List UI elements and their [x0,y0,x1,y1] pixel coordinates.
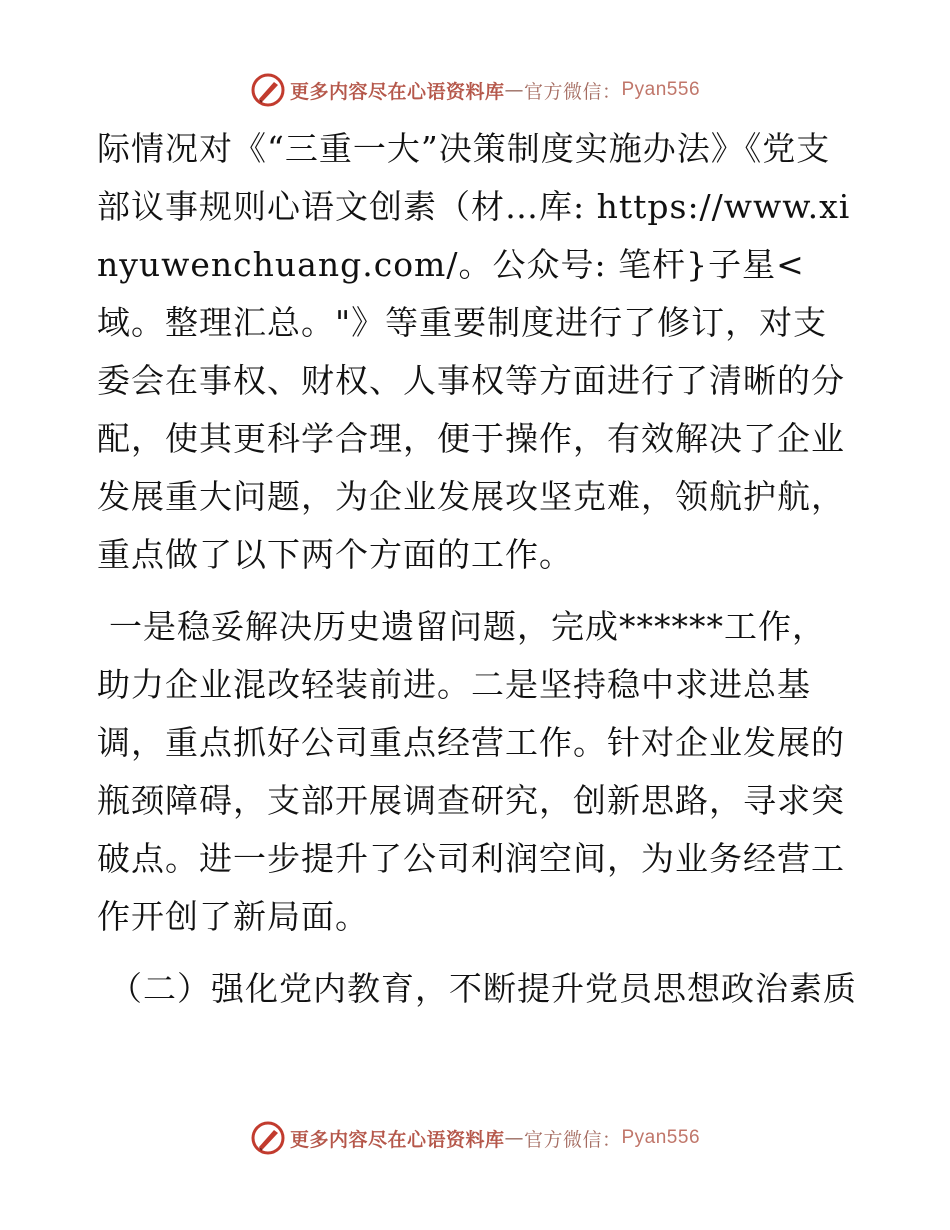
section-heading-2: （二）强化党内教育，不断提升党员思想政治素质 [109,969,857,1008]
banner-separator: — [504,79,524,101]
banner-brand: 更多内容尽在心语资料库 [289,1128,505,1151]
banner-wechat-id: Pyan556 [621,79,701,100]
banner-brand: 更多内容尽在心语资料库 [289,80,505,103]
document-body [97,120,857,1018]
pen-logo-icon [250,1120,286,1156]
banner-wechat-label: 官方微信： [523,1128,622,1151]
body-paragraph-1: 际情况对《“三重一大”决策制度实施办法》《党支部议事规则心语文创素（材…库: https://www.xinyuwenchuang.com/。公众号: 笔杆}子星<域。整理汇总。"》等重要制度进行了修订，对支委会在事权、财权、人事权等方面进行了清晰的分配，使其更科学合理，便于操作，有效解决了企业发展重大问题，为企业发展攻坚克难，领航护航，重点做了以下两个方面的工作。 [97,129,851,574]
footer-banner [0,1118,950,1158]
banner-wechat-label: 官方微信： [523,80,622,103]
header-banner [0,70,950,110]
banner-separator: — [504,1127,524,1149]
pen-logo-icon [250,72,286,108]
banner-wechat-id: Pyan556 [621,1127,701,1148]
body-paragraph-2: 一是稳妥解决历史遗留问题，完成******工作，助力企业混改轻装前进。二是坚持稳中求进总基调，重点抓好公司重点经营工作。针对企业发展的瓶颈障碍，支部开展调查研究，创新思路，寻求突破点。进一步提升了公司利润空间，为业务经营工作开创了新局面。 [97,607,845,936]
